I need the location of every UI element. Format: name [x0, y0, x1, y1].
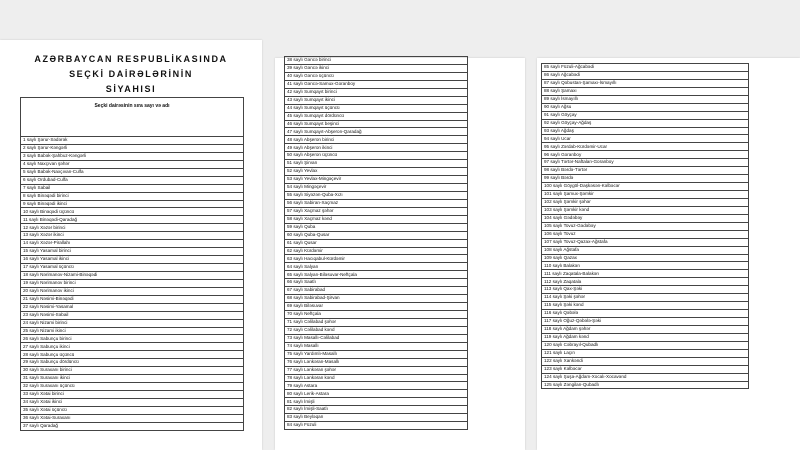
district-entry: 80 saylı Lerik-Astara: [285, 390, 468, 398]
district-entry: 23 saylı Nəsimi-Səbail: [21, 311, 244, 319]
district-entry: 91 saylı Göyçay: [542, 111, 749, 119]
table-row: [285, 128, 468, 136]
table-row: [285, 176, 468, 184]
district-entry: 34 saylı Xətai ikinci: [21, 398, 244, 406]
table-row: [21, 240, 244, 248]
district-entry: 21 saylı Nəsimi-Binəqədi: [21, 295, 244, 303]
district-entry: 125 saylı Zəngilan-Qubadlı: [542, 381, 749, 389]
table-row: [542, 278, 749, 286]
district-entry: 4 saylı Naxçıvan şəhər: [21, 160, 244, 168]
district-entry: 78 saylı Lənkəran kənd: [285, 374, 468, 382]
district-entry: 55 saylı Siyəzən-Quba-Xızı: [285, 191, 468, 199]
district-entry: 116 saylı Qəbələ: [542, 310, 749, 318]
district-entry: 108 saylı Ağstafa: [542, 246, 749, 254]
district-entry: 67 saylı Sabirabad: [285, 287, 468, 295]
table-row: [285, 350, 468, 358]
table-row: [285, 334, 468, 342]
table-row: [542, 87, 749, 95]
district-entry: 119 saylı Ağdam kənd: [542, 333, 749, 341]
table-row: [21, 375, 244, 383]
district-entry: 32 saylı Suraxanı üçüncü: [21, 383, 244, 391]
table-row: [21, 422, 244, 430]
table-row: [285, 160, 468, 168]
table-row: [285, 152, 468, 160]
table-row: [542, 119, 749, 127]
district-entry: 52 saylı Yevlax: [285, 168, 468, 176]
district-entry: 107 saylı Tovuz-Qazax-Ağstafa: [542, 238, 749, 246]
district-entry: 26 saylı Sabunçu birinci: [21, 335, 244, 343]
district-entry: 24 saylı Nizami birinci: [21, 319, 244, 327]
table-row: [285, 168, 468, 176]
district-entry: 47 saylı Sumqayıt-Abşeron-Qaradağ: [285, 128, 468, 136]
district-entry: 76 saylı Lənkəran-Masallı: [285, 358, 468, 366]
district-entry: 58 saylı Xaçmaz kənd: [285, 215, 468, 223]
table-row: [21, 279, 244, 287]
district-entry: 41 saylı Gəncə-Samux-Goranboy: [285, 80, 468, 88]
district-entry: 121 saylı Laçın: [542, 349, 749, 357]
district-entry: 88 saylı Şamaxı: [542, 87, 749, 95]
table-row: [285, 199, 468, 207]
table-row: [285, 390, 468, 398]
district-entry: 87 saylı Qobustan-Şamaxı-İsmayıllı: [542, 79, 749, 87]
table-row: [21, 295, 244, 303]
table-row: [285, 366, 468, 374]
table-header: Seçki dairəsinin sıra sayı və adı: [21, 98, 244, 137]
district-entry: 93 saylı Ağdaş: [542, 127, 749, 135]
district-entry: 81 saylı İmişli: [285, 398, 468, 406]
table-row: [542, 95, 749, 103]
table-row: [21, 414, 244, 422]
district-entry: 45 saylı Sumqayıt dördüncü: [285, 112, 468, 120]
table-row: [21, 208, 244, 216]
table-row: [285, 104, 468, 112]
table-row: [542, 64, 749, 72]
district-entry: 60 saylı Quba-Qusar: [285, 231, 468, 239]
table-row: [285, 191, 468, 199]
document-title-line-1: AZƏRBAYCAN RESPUBLİKASINDA: [34, 54, 228, 64]
table-row: [285, 382, 468, 390]
district-entry: 102 saylı Şəmkir şəhər: [542, 198, 749, 206]
table-row: [542, 373, 749, 381]
district-entry: 92 saylı Göyçay-Ağdaş: [542, 119, 749, 127]
table-row: [542, 191, 749, 199]
table-row: [542, 294, 749, 302]
table-row: [542, 151, 749, 159]
district-entry: 12 saylı Xəzər birinci: [21, 224, 244, 232]
district-entry: 109 saylı Qazax: [542, 254, 749, 262]
table-row: [21, 144, 244, 152]
district-entry: 1 saylı Şərur-Sədərək: [21, 137, 244, 145]
district-entry: 113 saylı Qax-Şəki: [542, 286, 749, 294]
table-row: [285, 422, 468, 430]
table-row: [542, 333, 749, 341]
table-row: [285, 80, 468, 88]
district-entry: 7 saylı Sabail: [21, 184, 244, 192]
table-row: [542, 318, 749, 326]
district-entry: 118 saylı Ağdam şəhər: [542, 325, 749, 333]
district-entry: 51 saylı Şirvan: [285, 160, 468, 168]
table-row: [21, 303, 244, 311]
table-row: [285, 406, 468, 414]
table-row: [21, 287, 244, 295]
table-row: [285, 358, 468, 366]
district-entry: 117 saylı Oğuz-Qəbələ-Şəki: [542, 318, 749, 326]
district-entry: 18 saylı Nərimanov-Nizami-Binəqədi: [21, 271, 244, 279]
district-entry: 3 saylı Babək-Şahbuz-Kəngərli: [21, 152, 244, 160]
table-row: [542, 325, 749, 333]
district-entry: 82 saylı İmişli-Saatlı: [285, 406, 468, 414]
district-entry: 37 saylı Qaradağ: [21, 422, 244, 430]
table-row: [285, 96, 468, 104]
table-row: [21, 192, 244, 200]
table-row: [21, 367, 244, 375]
district-table-1: [20, 97, 244, 431]
table-row: [285, 239, 468, 247]
district-entry: 71 saylı Cəlilabad şəhər: [285, 318, 468, 326]
table-row: [21, 406, 244, 414]
district-entry: 6 saylı Ordubad-Culfa: [21, 176, 244, 184]
district-entry: 85 saylı Füzuli-Ağcabədi: [542, 64, 749, 72]
table-row: [285, 64, 468, 72]
table-row: [542, 143, 749, 151]
table-row: [542, 127, 749, 135]
district-entry: 22 saylı Nəsimi-Yasamal: [21, 303, 244, 311]
table-row: [542, 381, 749, 389]
district-entry: 72 saylı Cəlilabad kənd: [285, 326, 468, 334]
district-entry: 17 saylı Yasamal üçüncü: [21, 264, 244, 272]
district-entry: 99 saylı Bərdə: [542, 175, 749, 183]
table-row: [542, 349, 749, 357]
table-row: [285, 136, 468, 144]
district-entry: 124 saylı Şuşa-Ağdam-Xocalı-Xocavənd: [542, 373, 749, 381]
district-entry: 69 saylı Biləsuvar: [285, 303, 468, 311]
district-entry: 68 saylı Sabirabad-Şirvan: [285, 295, 468, 303]
table-row: [542, 135, 749, 143]
district-entry: 83 saylı Beyləqan: [285, 414, 468, 422]
district-entry: 66 saylı Saatlı: [285, 279, 468, 287]
table-row: [542, 71, 749, 79]
district-entry: 120 saylı Cəbrayıl-Qubadlı: [542, 341, 749, 349]
table-row: [21, 160, 244, 168]
district-entry: 54 saylı Mingəçevir: [285, 184, 468, 192]
table-row: [285, 279, 468, 287]
table-row: [542, 238, 749, 246]
table-row: [285, 184, 468, 192]
table-row: [21, 152, 244, 160]
district-entry: 19 saylı Nərimanov birinci: [21, 279, 244, 287]
table-row: [285, 112, 468, 120]
district-entry: 25 saylı Nizami ikinci: [21, 327, 244, 335]
table-row: [21, 343, 244, 351]
district-entry: 65 saylı Salyan-Biləsuvar-Neftçala: [285, 271, 468, 279]
table-row: [285, 223, 468, 231]
table-row: [542, 159, 749, 167]
district-entry: 100 saylı Göygöl-Daşkəsən-Kəlbəcər: [542, 183, 749, 191]
table-row: [542, 246, 749, 254]
table-row: [285, 247, 468, 255]
table-row: [285, 342, 468, 350]
table-row: [542, 206, 749, 214]
district-entry: 122 saylı Xankəndi: [542, 357, 749, 365]
table-row: [542, 230, 749, 238]
table-row: [21, 168, 244, 176]
district-entry: 29 saylı Sabunçu dördüncü: [21, 359, 244, 367]
district-entry: 62 saylı Kürdəmir: [285, 247, 468, 255]
table-row: [285, 263, 468, 271]
district-entry: 73 saylı Masallı-Cəlilabad: [285, 334, 468, 342]
table-row: [542, 270, 749, 278]
table-row: [542, 111, 749, 119]
district-entry: 74 saylı Masallı: [285, 342, 468, 350]
table-row: [542, 310, 749, 318]
district-entry: 8 saylı Binəqədi birinci: [21, 192, 244, 200]
district-entry: 38 saylı Gəncə birinci: [285, 57, 468, 65]
table-row: [285, 207, 468, 215]
district-entry: 61 saylı Qusar: [285, 239, 468, 247]
district-entry: 98 saylı Bərdə-Tərtər: [542, 167, 749, 175]
table-row: [285, 120, 468, 128]
district-entry: 101 saylı Şamux-Şəmkir: [542, 191, 749, 199]
table-row: [285, 231, 468, 239]
table-row: [21, 271, 244, 279]
table-row: [21, 256, 244, 264]
document-title-line-3: SİYAHISI: [105, 84, 157, 94]
table-row: [21, 224, 244, 232]
table-row: [21, 216, 244, 224]
district-entry: 28 saylı Sabunçu üçüncü: [21, 351, 244, 359]
district-entry: 96 saylı Goranboy: [542, 151, 749, 159]
table-row: [285, 295, 468, 303]
table-row: [542, 79, 749, 87]
table-row: [21, 264, 244, 272]
district-entry: 10 saylı Binəqədi üçüncü: [21, 208, 244, 216]
table-row: [21, 248, 244, 256]
district-table-3: [541, 63, 749, 389]
table-row: [21, 383, 244, 391]
district-entry: 103 saylı Şəmkir kənd: [542, 206, 749, 214]
table-row: [285, 255, 468, 263]
table-row: [285, 398, 468, 406]
district-entry: 9 saylı Binəqədi ikinci: [21, 200, 244, 208]
table-row: [542, 357, 749, 365]
table-row: [285, 271, 468, 279]
district-entry: 70 saylı Neftçala: [285, 311, 468, 319]
table-row: [21, 311, 244, 319]
district-entry: 14 saylı Xəzər-Pirallahı: [21, 240, 244, 248]
district-entry: 90 saylı Ağsu: [542, 103, 749, 111]
district-entry: 44 saylı Sumqayıt üçüncü: [285, 104, 468, 112]
district-entry: 50 saylı Abşeron üçüncü: [285, 152, 468, 160]
district-entry: 49 saylı Abşeron ikinci: [285, 144, 468, 152]
table-row: [285, 72, 468, 80]
table-row: [285, 414, 468, 422]
table-row: [285, 303, 468, 311]
table-row: [21, 327, 244, 335]
district-entry: 77 saylı Lənkəran şəhər: [285, 366, 468, 374]
district-entry: 13 saylı Xəzər ikinci: [21, 232, 244, 240]
table-row: [21, 176, 244, 184]
district-entry: 110 saylı Balakən: [542, 262, 749, 270]
table-row: [542, 262, 749, 270]
district-entry: 75 saylı Yardımlı-Masallı: [285, 350, 468, 358]
district-entry: 53 saylı Yevlax-Mingəçevir: [285, 176, 468, 184]
table-row: [542, 214, 749, 222]
table-row: [21, 319, 244, 327]
table-row: [542, 286, 749, 294]
table-row: [542, 222, 749, 230]
district-entry: 86 saylı Ağcabədi: [542, 71, 749, 79]
district-entry: 42 saylı Sumqayıt birinci: [285, 88, 468, 96]
district-entry: 95 saylı Zərdab-Kürdəmir-Ucar: [542, 143, 749, 151]
table-row: [285, 144, 468, 152]
district-entry: 115 saylı Şəki kənd: [542, 302, 749, 310]
district-entry: 114 saylı Şəki şəhər: [542, 294, 749, 302]
district-table-2: [284, 56, 468, 430]
district-entry: 84 saylı Füzuli: [285, 422, 468, 430]
district-entry: 63 saylı Hacıqabul-Kürdəmir: [285, 255, 468, 263]
district-entry: 97 saylı Tərtər-Naftalan-Goranboy: [542, 159, 749, 167]
district-entry: 79 saylı Astara: [285, 382, 468, 390]
table-row: [21, 335, 244, 343]
district-entry: 64 saylı Salyan: [285, 263, 468, 271]
district-entry: 46 saylı Sumqayıt beşinci: [285, 120, 468, 128]
district-entry: 89 saylı İsmayıllı: [542, 95, 749, 103]
table-row: [285, 57, 468, 65]
district-entry: 30 saylı Suraxanı birinci: [21, 367, 244, 375]
table-row: [542, 167, 749, 175]
table-row: [21, 137, 244, 145]
district-entry: 104 saylı Gədəbəy: [542, 214, 749, 222]
table-row: [542, 198, 749, 206]
table-row: [285, 88, 468, 96]
table-row: [21, 391, 244, 399]
table-row: [285, 311, 468, 319]
table-row: [21, 200, 244, 208]
district-entry: 57 saylı Xaçmaz şəhər: [285, 207, 468, 215]
district-entry: 39 saylı Gəncə ikinci: [285, 64, 468, 72]
table-row: [21, 232, 244, 240]
district-entry: 56 saylı Sabiran-Xaçmaz: [285, 199, 468, 207]
table-row: [21, 351, 244, 359]
table-row: [21, 184, 244, 192]
district-entry: 27 saylı Sabunçu ikinci: [21, 343, 244, 351]
table-row: [285, 215, 468, 223]
table-row: [542, 365, 749, 373]
table-row: [542, 175, 749, 183]
district-entry: 94 saylı Ucar: [542, 135, 749, 143]
district-entry: 35 saylı Xətai üçüncü: [21, 406, 244, 414]
district-entry: 105 saylı Tovuz-Gədəbəy: [542, 222, 749, 230]
district-entry: 111 saylı Zaqatala-Balakən: [542, 270, 749, 278]
district-entry: 36 saylı Xətai-Suraxanı: [21, 414, 244, 422]
table-row: [542, 254, 749, 262]
table-row: [285, 318, 468, 326]
district-entry: 33 saylı Xətai birinci: [21, 391, 244, 399]
table-row: [21, 359, 244, 367]
table-row: [542, 103, 749, 111]
district-entry: 112 saylı Zaqatala: [542, 278, 749, 286]
district-entry: 5 saylı Babək-Naxçıvan-Culfa: [21, 168, 244, 176]
table-row: [542, 341, 749, 349]
district-entry: 15 saylı Yasamal birinci: [21, 248, 244, 256]
table-row: [542, 183, 749, 191]
table-row: [285, 287, 468, 295]
district-entry: 20 saylı Nərimanov ikinci: [21, 287, 244, 295]
district-entry: 43 saylı Sumqayıt ikinci: [285, 96, 468, 104]
district-entry: 2 saylı Şərur-Kəngərli: [21, 144, 244, 152]
table-row: [21, 398, 244, 406]
district-entry: 11 saylı Binəqədi-Qaradağ: [21, 216, 244, 224]
district-entry: 31 saylı Suraxanı ikinci: [21, 375, 244, 383]
district-entry: 48 saylı Abşeron birinci: [285, 136, 468, 144]
district-entry: 40 saylı Gəncə üçüncü: [285, 72, 468, 80]
district-entry: 123 saylı Kəlbəcər: [542, 365, 749, 373]
document-title-line-2: SEÇKİ DAİRƏLƏRİNİN: [69, 69, 193, 79]
district-entry: 59 saylı Quba: [285, 223, 468, 231]
table-row: [542, 302, 749, 310]
table-row: [285, 326, 468, 334]
table-row: [285, 374, 468, 382]
district-entry: 16 saylı Yasamal ikinci: [21, 256, 244, 264]
district-entry: 106 saylı Tovuz: [542, 230, 749, 238]
